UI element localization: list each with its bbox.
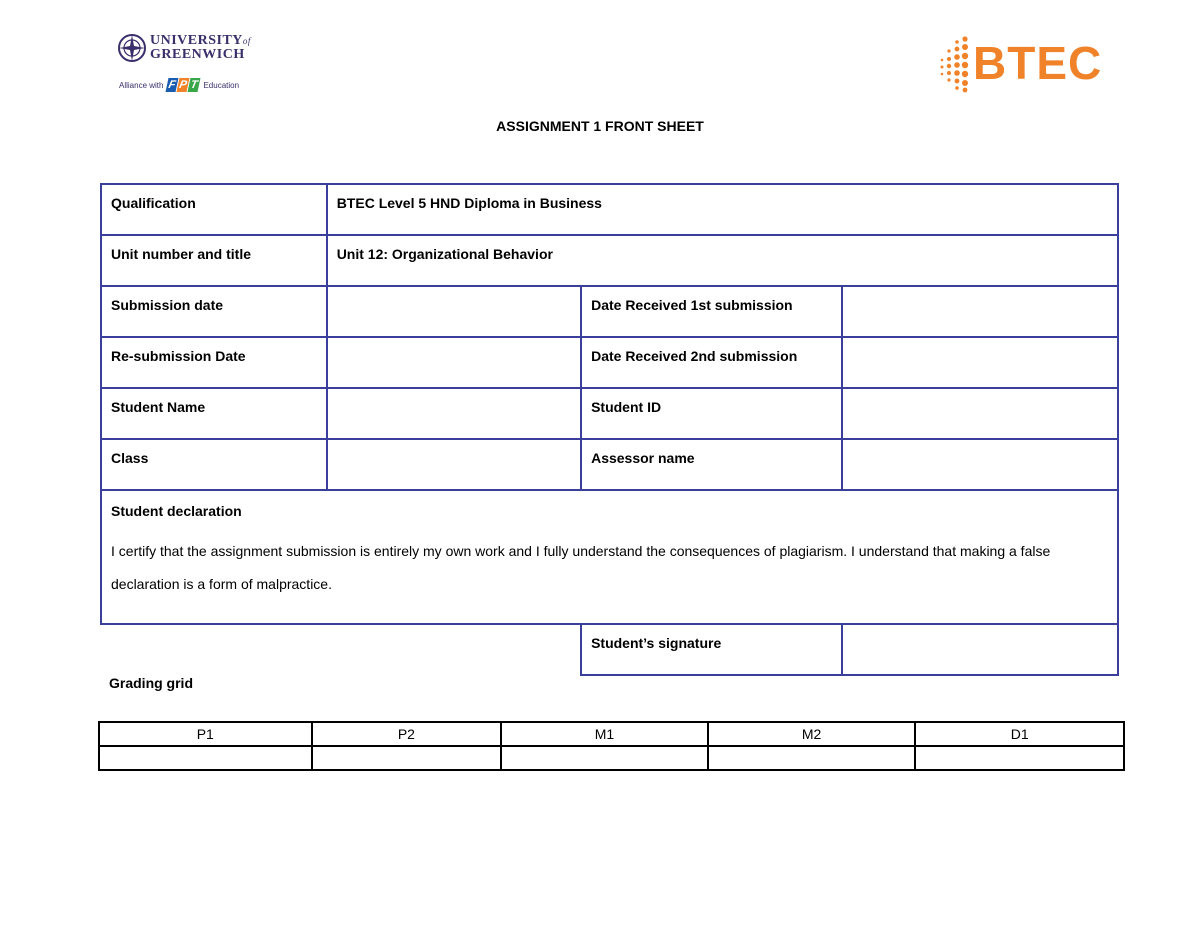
- btec-logo: [935, 33, 1125, 93]
- student-name-label: Student Name: [101, 388, 327, 439]
- table-row: [101, 388, 1118, 439]
- grade-header-m1: M1: [501, 722, 708, 746]
- student-id-label: Student ID: [581, 388, 842, 439]
- table-row: [101, 235, 1118, 286]
- date-received-2-label: Date Received 2nd submission: [581, 337, 842, 388]
- table-row: [101, 286, 1118, 337]
- grade-header-d1: D1: [915, 722, 1124, 746]
- qualification-label: Qualification: [101, 184, 327, 235]
- grade-cell-d1[interactable]: [915, 746, 1124, 770]
- unit-label: Unit number and title: [101, 235, 327, 286]
- grading-grid-table: [98, 721, 1125, 771]
- table-row: [99, 722, 1124, 746]
- grade-header-p2: P2: [312, 722, 502, 746]
- resubmission-date-field[interactable]: [327, 337, 581, 388]
- unit-value: Unit 12: Organizational Behavior: [327, 235, 1118, 286]
- grade-cell-m1[interactable]: [501, 746, 708, 770]
- grade-header-p1: P1: [99, 722, 312, 746]
- grade-cell-m2[interactable]: [708, 746, 916, 770]
- resubmission-date-label: Re-submission Date: [101, 337, 327, 388]
- signature-field[interactable]: [842, 624, 1118, 675]
- table-row: [101, 490, 1118, 624]
- table-row: [101, 624, 1118, 675]
- table-row: [99, 746, 1124, 770]
- declaration-title: Student declaration: [111, 503, 242, 519]
- submission-date-field[interactable]: [327, 286, 581, 337]
- signature-label: Student’s signature: [581, 624, 842, 675]
- date-received-1-label: Date Received 1st submission: [581, 286, 842, 337]
- table-row: [101, 184, 1118, 235]
- table-row: [101, 439, 1118, 490]
- grade-cell-p1[interactable]: [99, 746, 312, 770]
- submission-date-label: Submission date: [101, 286, 327, 337]
- btec-dots-icon: [935, 33, 975, 93]
- date-received-1-field[interactable]: [842, 286, 1118, 337]
- assessor-label: Assessor name: [581, 439, 842, 490]
- logo-greenwich-text: GREENWICH: [150, 47, 245, 62]
- qualification-value: BTEC Level 5 HND Diploma in Business: [327, 184, 1118, 235]
- class-field[interactable]: [327, 439, 581, 490]
- fpt-logo: F P T: [167, 79, 200, 91]
- front-sheet-table: [100, 183, 1119, 676]
- grade-header-m2: M2: [708, 722, 916, 746]
- class-label: Class: [101, 439, 327, 490]
- btec-wordmark: BTEC: [973, 37, 1103, 89]
- grade-cell-p2[interactable]: [312, 746, 502, 770]
- table-row: [101, 337, 1118, 388]
- date-received-2-field[interactable]: [842, 337, 1118, 388]
- alliance-with-fpt: Alliance with F P T Education: [119, 79, 240, 91]
- student-declaration: [101, 490, 1118, 624]
- page-title: ASSIGNMENT 1 FRONT SHEET: [496, 118, 704, 134]
- student-name-field[interactable]: [327, 388, 581, 439]
- signature-spacer: [101, 624, 581, 675]
- declaration-text: I certify that the assignment submission is entirely my own work and I fully understand the consequences of plagiarism. I understand that making a false declaration is a form of malpractice.: [111, 543, 1051, 592]
- logo-university-text: UNIVERSITYof: [150, 33, 251, 48]
- compass-seal-icon: [117, 33, 147, 63]
- assessor-field[interactable]: [842, 439, 1118, 490]
- student-id-field[interactable]: [842, 388, 1118, 439]
- grading-grid-label: Grading grid: [109, 675, 193, 691]
